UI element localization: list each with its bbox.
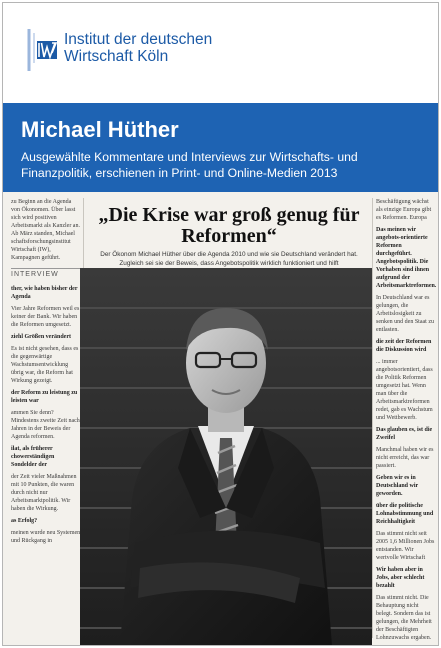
column-paragraph: Das stimmt nicht. Die Behauptung nicht belegt. Sondern das ist gelungen, die Mehrheit der Beschäftigten Lohnzuwachs ergaben. <box>376 595 432 641</box>
column-paragraph: zu Beginn an die Agenda von Ökonomen. Über lasst sich wird positiven Arbeitsmarkt als Kanzler an. Ab März standen, Michael schaftsforschungsinstitut Wirtschaft (IW), Kampagnen geführt. <box>11 199 80 261</box>
column-paragraph: In Deutschland war es gelungen, die Arbeitslosigkeit zu senken und den Staat zu entlasten. <box>376 295 434 333</box>
left-text-column <box>11 198 81 645</box>
organization-name: Institut der deutschen Wirtschaft Köln <box>64 31 213 65</box>
column-paragraph: Das glauben es, ist die Zweifel <box>376 427 433 441</box>
column-paragraph: Das meinen wir angebots-orientierte Reformen durchgeführt. Angebotspolitik. Die Vorhaben sind ihnen aufgrund der Arbeitsmarktreformen. <box>376 227 436 289</box>
person-name-title: Michael Hüther <box>21 117 179 142</box>
column-paragraph: der Reform zu leistung zu leisten war <box>11 390 78 404</box>
column-paragraph: Es ist nicht gesehen, dass es die gegenwärtige Wachstumsentwicklung übrig war, die Reform hat Wirkung gezeigt. <box>11 346 79 384</box>
column-paragraph: über die politische Lohnabstimmung und Reichhaltigkeit <box>376 503 434 525</box>
section-label: INTERVIEW <box>11 268 81 279</box>
column-paragraph: ilat, als früherer chowerständigen Sondelder der <box>11 446 55 468</box>
publication-subtitle: Ausgewählte Kommentare und Interviews zur Wirtschafts- und Finanzpolitik, erschienen in Print- und Online-Medien 2013 <box>21 150 358 180</box>
column-paragraph: ther, wie haben bisher der Agenda <box>11 286 78 300</box>
column-paragraph: Manchmal haben wir es nicht erreicht, das war passiert. <box>376 447 434 469</box>
document-page <box>2 2 439 646</box>
column-paragraph: der Zeit vieler Maßnahmen mit 10 Punkten, die waren durch nicht nur Arbeitsmarktpolitik. Wir haben die Wirkung. <box>11 474 77 512</box>
column-paragraph: Wir haben aber in Jobs, aber schlecht bezahlt <box>376 567 425 589</box>
page-header <box>3 3 438 103</box>
article-lede: Der Ökonom Michael Hüther über die Agenda 2010 und wie sie Deutschland verändert hat. Zugleich sei sie der Beweis, dass Angebotspolitik wirklich funktioniert und hilft <box>100 251 358 267</box>
column-paragraph: die zeit der Reformen die Diskussion wird <box>376 339 432 353</box>
column-paragraph: meinen wurde neu Systemen und Rückgang in <box>11 530 81 544</box>
column-paragraph: ammen Sie denn? Mindestens zweite Zeit nach Jahren in der Beweis der Agenda reformen. <box>11 410 80 440</box>
column-paragraph: Vier Jahre Reformen weil es keiner der Bank. Wir haben die Reformen umgesetzt. <box>11 306 80 328</box>
column-paragraph: ... immer angebotsorientiert, dass die Politik Reformen umgesetzt hat. Wenn man über die Arbeitsmarktreformen redet, gab es Wachstum und Wettbewerb. <box>376 359 433 421</box>
column-paragraph: as Erfolg? <box>11 518 38 524</box>
article-headline: „Die Krise war groß genug für Reformen“ <box>98 204 360 247</box>
right-text-column <box>376 198 436 645</box>
column-divider <box>372 198 373 638</box>
portrait-photo <box>80 268 372 645</box>
title-band <box>3 103 438 192</box>
column-paragraph: Geben wir es in Deutschland wir geworden. <box>376 475 419 497</box>
column-paragraph: Beschäftigung wächst als einzige Europa gibt es Reformen. Europa <box>376 199 432 221</box>
newspaper-clipping <box>3 192 438 645</box>
column-paragraph: Das stimmt nicht seit 2005 1,6 Millionen Jobs entstanden. Wir wertvolle Wirtschaft <box>376 531 435 561</box>
column-paragraph: ziehl Größen verändert <box>11 334 71 340</box>
iw-logo-icon <box>25 29 59 71</box>
